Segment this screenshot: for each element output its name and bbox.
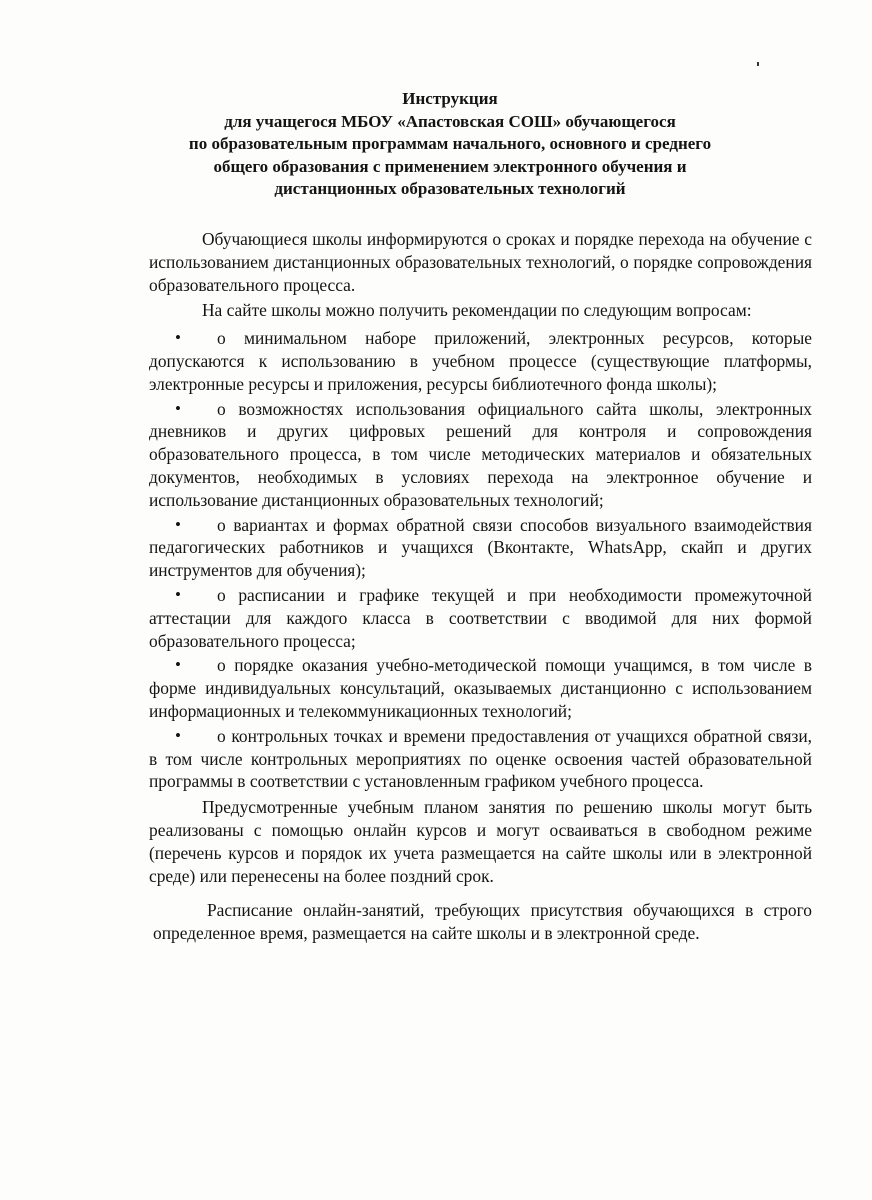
- bullet-dot-icon: •: [175, 514, 181, 534]
- list-item: [149, 725, 812, 793]
- document-title: [140, 88, 760, 201]
- document-body: [149, 228, 812, 945]
- title-line: Инструкция: [402, 89, 498, 108]
- closing-paragraph: Предусмотренные учебным планом занятия по решению школы могут быть реализованы с помощью онлайн курсов и могут осваиваться в свободном режиме (перечень курсов и порядок их учета размещается на сайте школы или в электронной среде) или перенесены на более поздний срок.: [149, 797, 812, 886]
- list-item: [149, 398, 812, 512]
- scan-mark: [757, 62, 759, 66]
- intro-paragraph: Обучающиеся школы информируются о сроках и порядке перехода на обучение с использованием дистанционных образовательных технологий, о порядке сопровождения образовательного процесса.: [149, 229, 812, 295]
- list-item-text: о возможностях использования официального сайта школы, электронных дневников и других цифровых решений для контроля и сопровождения образовательного процесса, в том числе методических материалов и обязательных документов, необходимых в условиях перехода на электронное обучение и использование дистанционных образовательных технологий;: [149, 398, 812, 510]
- list-item: [149, 584, 812, 652]
- list-item-text: о вариантах и формах обратной связи способов визуального взаимодействия педагогических работников и учащихся (Вконтакте, WhatsApp, скайп и других инструментов для обучения);: [149, 514, 812, 581]
- title-line: общего образования с применением электронного обучения и: [213, 156, 687, 176]
- bullet-dot-icon: •: [175, 584, 181, 604]
- list-item-text: о контрольных точках и времени предоставления от учащихся обратной связи, в том числе контрольных мероприятиях по оценке освоения частей образовательной программы в соответствии с установленным графиком учебного процесса.: [149, 725, 812, 792]
- list-item-text: о минимальном наборе приложений, электронных ресурсов, которые допускаются к использованию в учебном процессе (существующие платформы, электронные ресурсы и приложения, ресурсы библиотечного фонда школы);: [149, 328, 812, 394]
- list-item: [149, 514, 812, 582]
- closing-paragraph: Расписание онлайн-занятий, требующих присутствия обучающихся в строго определенное время, размещается на сайте школы и в электронной среде.: [153, 900, 812, 944]
- bullet-dot-icon: •: [175, 398, 181, 418]
- list-item: [149, 327, 812, 395]
- list-item-text: о порядке оказания учебно-методической помощи учащимся, в том числе в форме индивидуальных консультаций, оказываемых дистанционно с использованием информационных и телекоммуникационных технологий;: [149, 655, 812, 721]
- intro-paragraph: На сайте школы можно получить рекомендации по следующим вопросам:: [202, 300, 752, 321]
- list-item: [149, 654, 812, 722]
- title-line: по образовательным программам начального, основного и среднего: [188, 134, 712, 153]
- bullet-list: [149, 327, 812, 793]
- bullet-dot-icon: •: [175, 655, 181, 675]
- bullet-dot-icon: •: [175, 328, 181, 348]
- title-line: дистанционных образовательных технологий: [274, 179, 626, 198]
- list-item-text: о расписании и графике текущей и при необходимости промежуточной аттестации для каждого класса в соответствии с вводимой для них формой образовательного процесса;: [149, 584, 812, 651]
- title-line: для учащегося МБОУ «Апастовская СОШ» обучающегося: [224, 111, 676, 131]
- bullet-dot-icon: •: [175, 725, 181, 745]
